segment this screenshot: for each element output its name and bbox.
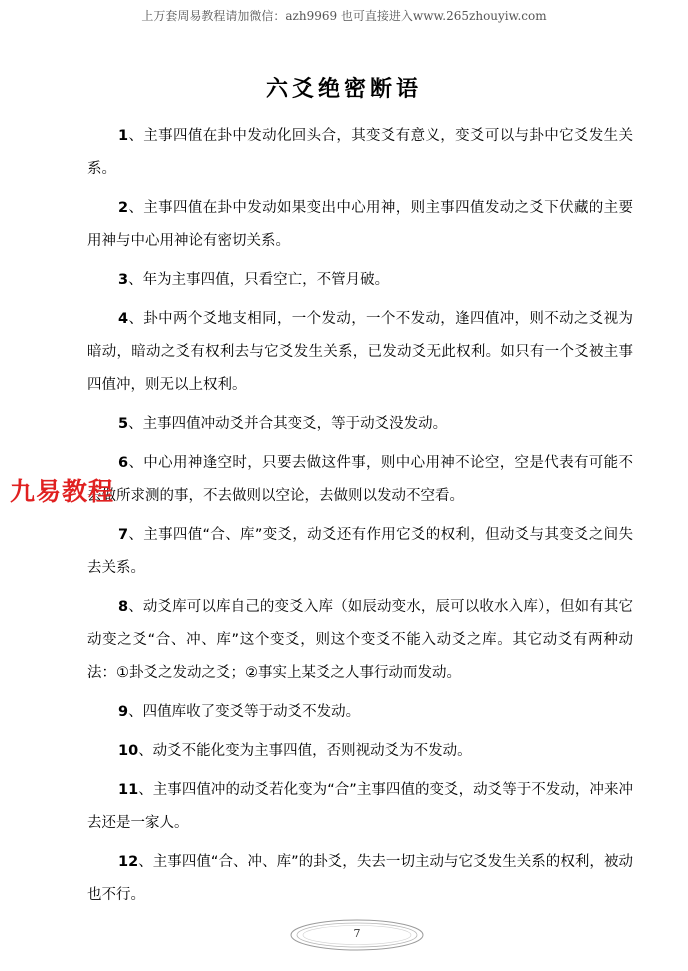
paragraph-text: 、年为主事四值，只看空亡，不管月破。 [128, 272, 390, 288]
paragraph [87, 120, 633, 186]
paragraph-text: 、主事四值在卦中发动如果变出中心用神，则主事四值发动之爻下伏藏的主要用神与中心用神论有密切关系。 [87, 200, 633, 249]
paragraph-number: 7 [118, 527, 129, 543]
paragraph-text: 、主事四值“合、冲、库”的卦爻，失去一切主动与它爻发生关系的权利，被动也不行。 [87, 854, 633, 903]
paragraph [87, 774, 633, 840]
paragraph-number: 6 [118, 455, 129, 471]
page-number: 7 [353, 927, 361, 940]
paragraph-number: 1 [118, 128, 129, 144]
paragraph-number: 10 [118, 743, 139, 759]
paragraph [87, 591, 633, 690]
paragraph-text: 、四值库收了变爻等于动爻不发动。 [128, 704, 361, 720]
paragraph-number: 3 [118, 272, 129, 288]
paragraph [87, 696, 633, 729]
paragraph [87, 264, 633, 297]
header-banner: 上万套周易教程请加微信：azh9969 也可直接进入www.265zhouyiw.com [141, 9, 547, 23]
paragraph [87, 735, 633, 768]
paragraph-text: 、卦中两个爻地支相同，一个发动，一个不发动，逢四值冲，则不动之爻视为暗动，暗动之爻有权利去与它爻发生关系，已发动爻无此权利。如只有一个爻被主事四值冲，则无以上权利。 [87, 311, 633, 393]
paragraph-text: 、动爻库可以库自己的变爻入库（如辰动变水，辰可以收水入库），但如有其它动变之爻“合、冲、库”这个变爻，则这个变爻不能入动爻之库。其它动爻有两种动法：①卦爻之发动之爻；②事实上某爻之人事行动而发动。 [87, 599, 633, 681]
paragraph-number: 8 [118, 599, 129, 615]
document-body [87, 120, 633, 918]
page-title: 六爻绝密断语 [265, 77, 422, 102]
paragraph [87, 519, 633, 585]
paragraph-number: 5 [118, 416, 129, 432]
paragraph-number: 2 [118, 200, 129, 216]
paragraph-number: 11 [118, 782, 139, 798]
paragraph [87, 192, 633, 258]
paragraph-text: 、动爻不能化变为主事四值，否则视动爻为不发动。 [138, 743, 472, 759]
paragraph-text: 、主事四值冲动爻并合其变爻，等于动爻没发动。 [128, 416, 448, 432]
paragraph-number: 9 [118, 704, 129, 720]
paragraph-number: 12 [118, 854, 139, 870]
page-footer [289, 918, 425, 952]
paragraph-text: 、主事四值“合、库”变爻，动爻还有作用它爻的权利，但动爻与其变爻之间失去关系。 [87, 527, 633, 576]
paragraph [87, 408, 633, 441]
paragraph [87, 303, 633, 402]
watermark-text: 九易教程 [10, 477, 115, 506]
paragraph [87, 447, 633, 513]
paragraph-text: 、主事四值在卦中发动化回头合，其变爻有意义，变爻可以与卦中它爻发生关系。 [87, 128, 633, 177]
paragraph-number: 4 [118, 311, 129, 327]
paragraph-text: 、中心用神逢空时，只要去做这件事，则中心用神不论空，空是代表有可能不去做所求测的事，不去做则以空论，去做则以发动不空看。 [87, 455, 633, 504]
paragraph-text: 、主事四值冲的动爻若化变为“合”主事四值的变爻，动爻等于不发动，冲来冲去还是一家人。 [87, 782, 633, 831]
paragraph [87, 846, 633, 912]
